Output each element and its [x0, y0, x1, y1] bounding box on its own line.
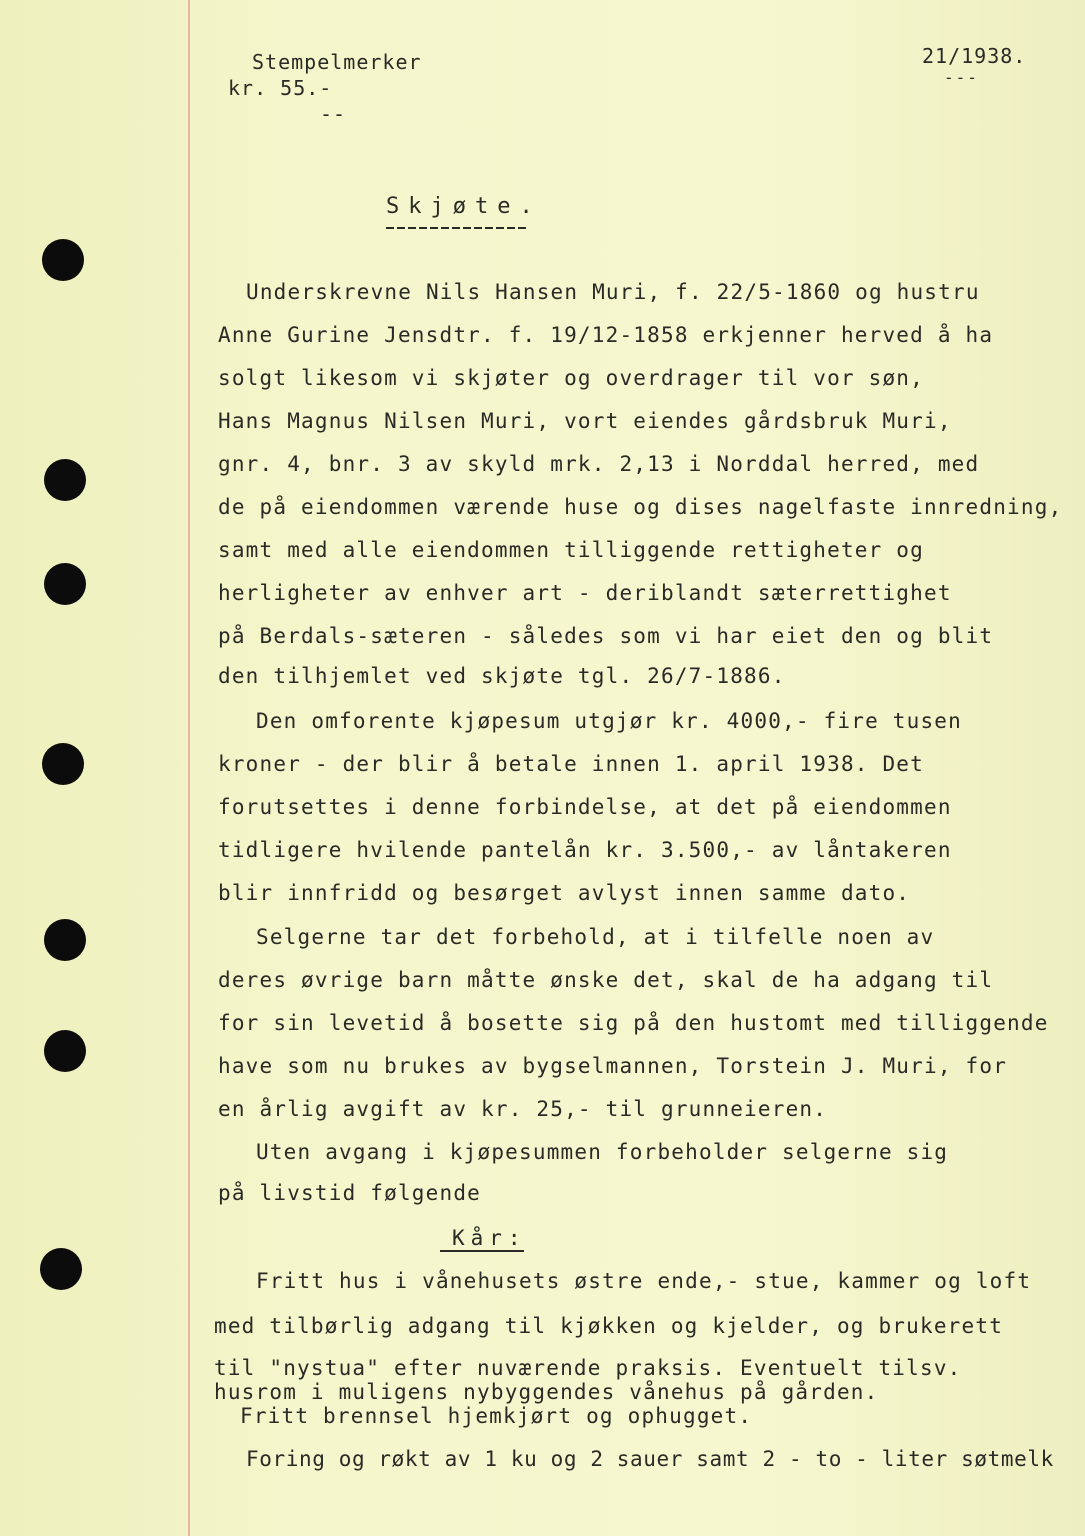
- kar-line: Foring og røkt av 1 ku og 2 sauer samt 2 - to - liter søtmelk: [246, 1447, 1054, 1471]
- body-line: tidligere hvilende pantelån kr. 3.500,- av låntakeren: [218, 838, 952, 862]
- body-line: Hans Magnus Nilsen Muri, vort eiendes gårdsbruk Muri,: [218, 409, 952, 433]
- kar-line: Fritt hus i vånehusets østre ende,- stue, kammer og loft: [256, 1269, 1032, 1293]
- body-line: samt med alle eiendommen tilliggende rettigheter og: [218, 538, 924, 562]
- body-line: Uten avgang i kjøpesummen forbeholder selgerne sig: [256, 1140, 949, 1164]
- body-line: på Berdals-sæteren - således som vi har eiet den og blit: [218, 624, 994, 648]
- kar-line: Fritt brennsel hjemkjørt og ophugget.: [240, 1404, 753, 1428]
- punch-hole: [40, 1248, 82, 1290]
- body-line: de på eiendommen værende huse og dises nagelfaste innredning,: [218, 495, 1063, 519]
- body-line: solgt likesom vi skjøter og overdrager til vor søn,: [218, 366, 924, 390]
- punch-hole: [42, 239, 84, 281]
- punch-hole: [44, 563, 86, 605]
- body-line: kroner - der blir å betale innen 1. april 1938. Det: [218, 752, 924, 776]
- body-line: Underskrevne Nils Hansen Muri, f. 22/5-1860 og hustru: [246, 280, 980, 304]
- body-line: på livstid følgende: [218, 1181, 482, 1205]
- stamp-amount: kr. 55.-: [228, 76, 333, 100]
- kar-line: med tilbørlig adgang til kjøkken og kjelder, og brukerett: [214, 1314, 1004, 1338]
- stamp-label: Stempelmerker: [252, 50, 422, 74]
- body-line: deres øvrige barn måtte ønske det, skal de ha adgang til: [218, 968, 994, 992]
- kar-line: til "nystua" efter nuværende praksis. Eventuelt tilsv.: [214, 1356, 962, 1380]
- body-line: have som nu brukes av bygselmannen, Torstein J. Muri, for: [218, 1054, 1008, 1078]
- body-line: den tilhjemlet ved skjøte tgl. 26/7-1886.: [218, 664, 786, 688]
- kar-underline: [440, 1250, 524, 1252]
- body-line: blir innfridd og besørget avlyst innen samme dato.: [218, 881, 911, 905]
- punch-hole: [42, 743, 84, 785]
- document-number-dashes: ---: [944, 68, 979, 87]
- punch-hole: [44, 919, 86, 961]
- kar-heading: Kår:: [452, 1226, 527, 1250]
- title-underline: [386, 227, 526, 229]
- body-line: forutsettes i denne forbindelse, at det på eiendommen: [218, 795, 952, 819]
- body-line: Anne Gurine Jensdtr. f. 19/12-1858 erkjenner herved å ha: [218, 323, 994, 347]
- body-line: Selgerne tar det forbehold, at i tilfelle noen av: [256, 925, 935, 949]
- body-line: Den omforente kjøpesum utgjør kr. 4000,- fire tusen: [256, 709, 962, 733]
- document-title: Skjøte.: [386, 194, 542, 219]
- margin-line: [188, 0, 190, 1536]
- body-line: gnr. 4, bnr. 3 av skyld mrk. 2,13 i Norddal herred, med: [218, 452, 980, 476]
- stamp-dashes: --: [320, 102, 347, 126]
- document-number: 21/1938.: [922, 44, 1027, 68]
- punch-hole: [44, 459, 86, 501]
- body-line: en årlig avgift av kr. 25,- til grunneieren.: [218, 1097, 828, 1121]
- body-line: herligheter av enhver art - deriblandt sæterrettighet: [218, 581, 952, 605]
- kar-line: husrom i muligens nybyggendes vånehus på gården.: [214, 1380, 879, 1404]
- body-line: for sin levetid å bosette sig på den hustomt med tilliggende: [218, 1011, 1049, 1035]
- punch-hole: [44, 1030, 86, 1072]
